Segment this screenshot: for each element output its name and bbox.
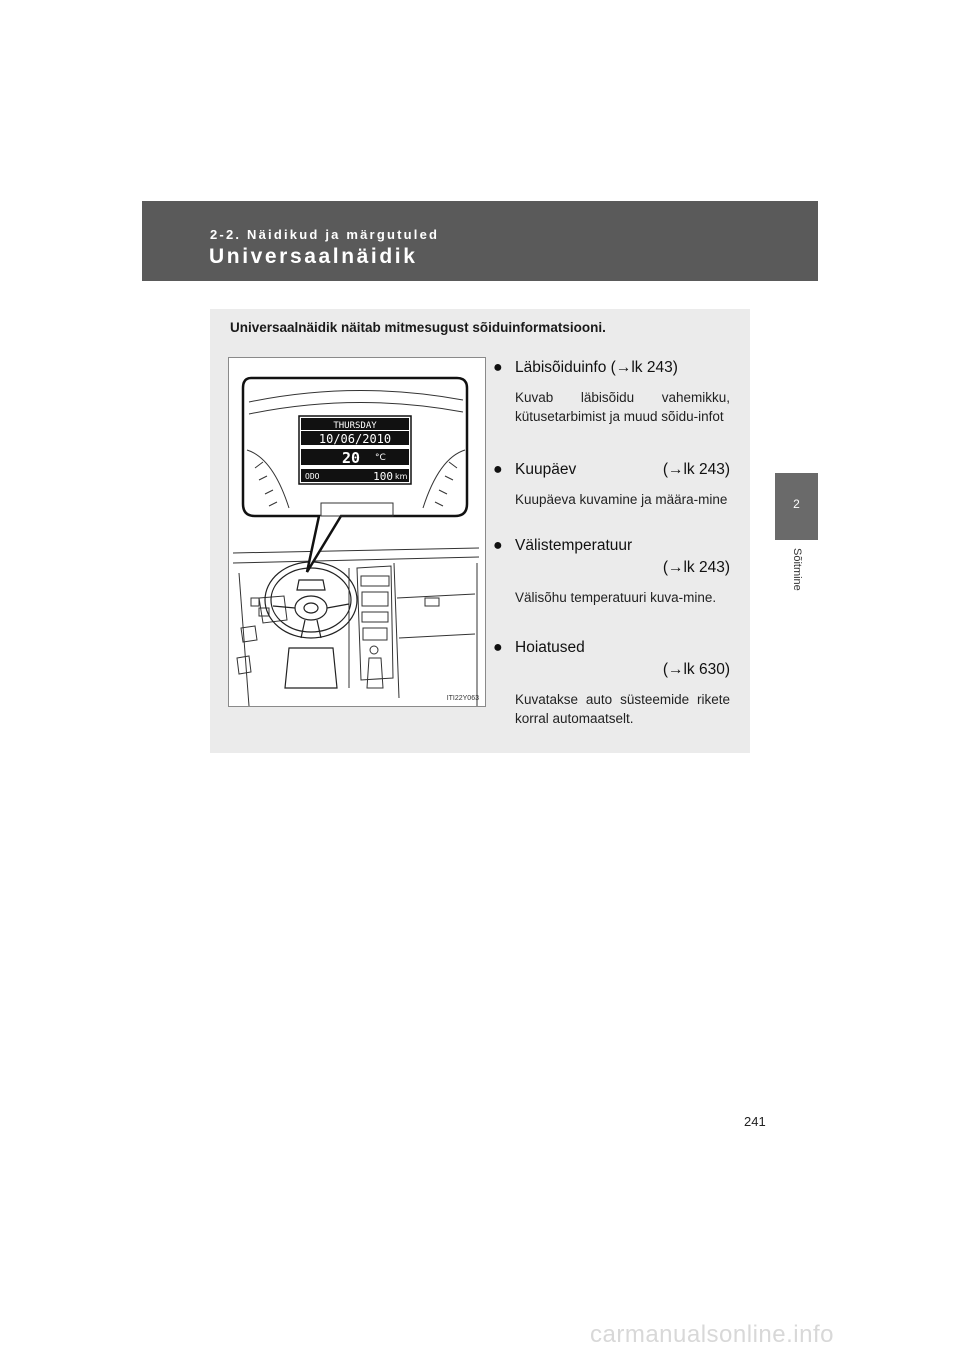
item-title: Hoiatused [515,639,585,656]
section-label: 2-2. Näidikud ja märgutuled [210,227,440,242]
bullet-icon: ● [493,461,503,478]
display-odo-label: ODO [305,472,320,481]
display-temp: 20 [341,449,361,467]
item-ref[interactable]: (→lk 243) [610,359,678,376]
page-title: Universaalnäidik [209,245,418,268]
item-ref[interactable]: (→lk 243) [662,559,730,576]
display-odo-unit: km [395,472,408,481]
display-temp-unit: °C [375,453,386,463]
bullet-icon: ● [493,639,503,656]
display-date: 10/06/2010 [318,432,392,446]
content-panel [210,309,750,753]
intro-text: Universaalnäidik näitab mitmesugust sõiduinformatsiooni. [230,320,606,335]
chapter-label-text: Sõitmine [791,548,803,591]
list-item [493,357,730,426]
item-title: Kuupäev [515,461,577,478]
bullet-icon: ● [493,537,503,554]
item-ref[interactable]: (→lk 630) [662,661,730,678]
illustration-code: ITI22Y063 [446,695,479,702]
chapter-number: 2 [793,497,800,511]
chapter-label [782,548,812,618]
list-item [493,535,730,607]
item-ref[interactable]: (→lk 243) [662,461,730,478]
list-item [493,459,730,509]
dashboard-illustration [228,357,486,707]
item-desc: Välisõhu temperatuuri kuva-mine. [515,590,717,605]
page-number: 241 [744,1114,766,1129]
display-day: THURSDAY [333,421,377,431]
watermark: carmanualsonline.info [590,1321,834,1348]
header-band [142,201,818,281]
item-desc: Kuvatakse auto süsteemide rikete korral automaatselt. [515,692,730,726]
bullet-icon: ● [493,359,503,376]
list-item [493,637,730,728]
item-title: Läbisõiduinfo [515,359,607,376]
chapter-tab[interactable] [775,473,818,540]
item-title: Välistemperatuur [515,537,633,554]
item-desc: Kuvab läbisõidu vahemikku, kütusetarbimist ja muud sõidu-infot [515,390,730,424]
item-desc: Kuupäeva kuvamine ja määra-mine [515,492,728,507]
display-odo-value: 100 [373,470,393,483]
dashboard-drawing [229,358,485,706]
